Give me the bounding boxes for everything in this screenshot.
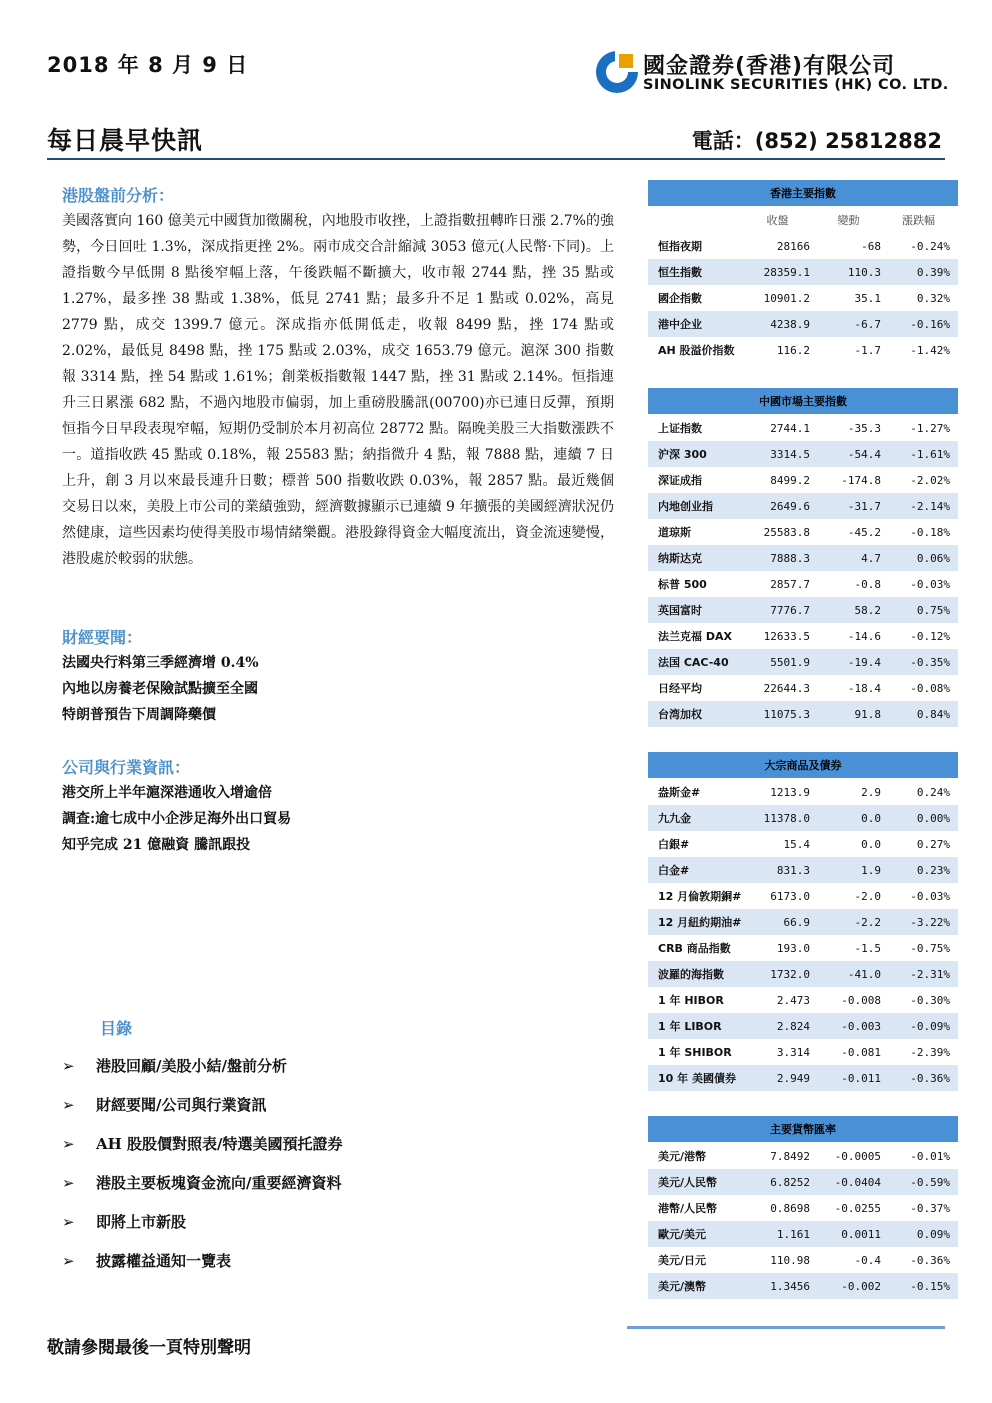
- logo-english-name: SINOLINK SECURITIES (HK) CO. LTD.: [643, 77, 949, 93]
- pct-change-value: 0.27%: [916, 837, 950, 851]
- company-section-title: 公司與行業資訊：: [62, 758, 191, 777]
- arrow-bullet-icon: ➢: [62, 1252, 75, 1270]
- finance-headline[interactable]: 內地以房養老保險試點擴至全國: [62, 681, 258, 697]
- change-value: -0.0005: [834, 1149, 881, 1163]
- change-value: -0.0404: [816, 1169, 887, 1195]
- commodities-bonds-table: [648, 752, 958, 1091]
- company-headline[interactable]: 調查:逾七成中小企涉足海外出口貿易: [62, 811, 292, 827]
- close-value: 2649.6: [745, 493, 816, 519]
- close-value: 110.98: [770, 1253, 810, 1267]
- toc-item[interactable]: [62, 1133, 343, 1154]
- row-label: 法国 CAC-40: [648, 649, 745, 675]
- row-label: 國企指數: [658, 292, 702, 305]
- close-value: 25583.8: [763, 525, 810, 539]
- row-label: 白銀#: [658, 838, 690, 851]
- analysis-paragraph: 美國落實向 160 億美元中國貨加徵關稅，內地股市收挫，上證指數扭轉昨日漲 2.7%的強勢，今日回吐 1.3%，深成指更挫 2%。兩市成交合計縮減 3053 億元(人民幣·下同)。上證指數今早低開 8 點後窄幅上落，午後跌幅不斷擴大，收市報 2744 點，挫 35 點或 1.27%，最多挫 38 點或 1.38%，低見 2741 點；最多升不足 1 點或 0.02%，高見 2779 點，成交 1399.7 億元。深成指亦低開低走，收報 8499 點，挫 174 點或 2.02%，最低見 8498 點，挫 175 點或 2.03%，成交 1653.79 億元。滬深 300 指數報 3314 點，挫 54 點或 1.61%；創業板指數報 1447 點，挫 31 點或 2.14%。恒指連升三日累漲 682 點，不過內地股市偏弱，加上重磅股騰訊(00700)亦已連日反彈，預期恒指今日早段表現窄幅，短期仍受制於本月初高位 28772 點。隔晚美股三大指數漲跌不一。道指收跌 45 點或 0.18%，報 25583 點；納指微升 4 點，報 7888 點，連續 7 日上升，創 3 月以來最長連升日數；標普 500 指數收跌 0.03%，報 2857 點。最近幾個交易日以來，美股上市公司的業績強勁，經濟數據顯示已連續 9 年擴張的美國經濟狀況仍然健康，這些因素均使得美股市場情緒樂觀。港股錄得資金大幅度流出，資金流速變慢，港股處於較弱的狀態。: [62, 213, 614, 567]
- row-label: 12 月倫敦期銅#: [658, 890, 742, 903]
- close-value: 8499.2: [770, 473, 810, 487]
- row-label: 内地创业指: [648, 493, 745, 519]
- change-value: -54.4: [816, 441, 887, 467]
- logo-chinese-name: 國金證券(香港)有限公司: [643, 54, 896, 79]
- row-label: 日经平均: [658, 682, 702, 695]
- change-value: -0.8: [854, 577, 881, 591]
- table-row: [648, 701, 958, 727]
- table-row: [648, 545, 958, 571]
- row-label: 白金#: [648, 857, 745, 883]
- pct-change-value: -2.14%: [887, 493, 958, 519]
- table-row: [648, 259, 958, 285]
- row-label: 道琼斯: [658, 526, 691, 539]
- table-row: [648, 467, 958, 493]
- row-label: 歐元/美元: [648, 1221, 745, 1247]
- pct-change-value: -0.16%: [887, 311, 958, 337]
- pct-change-value: -1.61%: [887, 441, 958, 467]
- pct-change-value: -0.35%: [887, 649, 958, 675]
- pct-change-value: -0.09%: [887, 1013, 958, 1039]
- table-row: [648, 597, 958, 623]
- analysis-section-title: 港股盤前分析：: [62, 186, 175, 205]
- pct-change-value: -0.12%: [910, 629, 950, 643]
- row-label: AH 股溢价指数: [658, 344, 735, 357]
- arrow-bullet-icon: ➢: [62, 1057, 75, 1075]
- pct-change-value: -0.15%: [887, 1273, 958, 1299]
- company-headline[interactable]: 港交所上半年滬深港通收入增逾倍: [62, 785, 272, 801]
- change-value: -68: [861, 239, 881, 253]
- table-row: [648, 779, 958, 806]
- row-label: 盎斯金#: [658, 786, 701, 799]
- row-label: 法兰克福 DAX: [658, 630, 732, 643]
- pct-change-value: 0.84%: [887, 701, 958, 727]
- close-value: 3.314: [776, 1045, 810, 1059]
- row-label: 美元/人民幣: [648, 1169, 745, 1195]
- change-value: -35.3: [847, 421, 881, 435]
- change-value: -19.4: [816, 649, 887, 675]
- toc-item-label: 港股回顧/美股小結/盤前分析: [96, 1057, 287, 1075]
- pct-change-value: -0.03%: [910, 577, 950, 591]
- toc-item[interactable]: [62, 1172, 341, 1193]
- table-row: [648, 1247, 958, 1273]
- pct-change-value: -0.01%: [910, 1149, 950, 1163]
- footer-divider: [627, 1326, 945, 1329]
- row-label: 台湾加权: [648, 701, 745, 727]
- arrow-bullet-icon: ➢: [62, 1174, 75, 1192]
- pct-change-value: -0.08%: [910, 681, 950, 695]
- change-value: -2.0: [854, 889, 881, 903]
- close-value: 6173.0: [770, 889, 810, 903]
- table-row: [648, 623, 958, 649]
- close-value: 1.3456: [745, 1273, 816, 1299]
- change-value: -0.4: [854, 1253, 881, 1267]
- finance-headline[interactable]: 法國央行料第三季經濟增 0.4%: [62, 655, 259, 671]
- close-value: 28166: [776, 239, 810, 253]
- close-value: 22644.3: [763, 681, 810, 695]
- change-value: -6.7: [816, 311, 887, 337]
- table-row: [648, 649, 958, 675]
- close-value: 3314.5: [745, 441, 816, 467]
- row-label: 波羅的海指數: [648, 961, 745, 987]
- logo-mark-icon: [595, 50, 639, 94]
- change-value: 4.7: [816, 545, 887, 571]
- close-value: 11378.0: [745, 805, 816, 831]
- table-row: [648, 233, 958, 259]
- finance-headline[interactable]: 特朗普預告下周調降藥價: [62, 707, 216, 723]
- close-value: 116.2: [776, 343, 810, 357]
- arrow-bullet-icon: ➢: [62, 1096, 75, 1114]
- pct-change-value: -2.02%: [910, 473, 950, 487]
- table-title: 主要貨幣匯率: [648, 1116, 958, 1143]
- change-value: -41.0: [816, 961, 887, 987]
- close-value: 193.0: [776, 941, 810, 955]
- close-value: 2.473: [776, 993, 810, 1007]
- change-value: -0.081: [841, 1045, 881, 1059]
- pct-change-value: 0.39%: [887, 259, 958, 285]
- row-label: 深证成指: [658, 474, 702, 487]
- china-global-index-table: [648, 388, 958, 727]
- toc-item-label: 披露權益通知一覽表: [96, 1252, 232, 1270]
- close-value: 7.8492: [770, 1149, 810, 1163]
- pct-change-value: -0.24%: [910, 239, 950, 253]
- pct-change-value: -0.37%: [910, 1201, 950, 1215]
- table-row: [648, 493, 958, 519]
- pct-change-value: 0.06%: [887, 545, 958, 571]
- pct-change-value: 0.00%: [887, 805, 958, 831]
- row-label: 上证指数: [658, 422, 702, 435]
- table-title: 香港主要指數: [648, 180, 958, 207]
- change-value: 110.3: [816, 259, 887, 285]
- finance-section-title: 財經要聞：: [62, 628, 143, 647]
- change-value: 35.1: [854, 291, 881, 305]
- change-value: 0.0: [861, 837, 881, 851]
- table-row: [648, 1273, 958, 1299]
- pct-change-value: -1.42%: [910, 343, 950, 357]
- row-label: 1 年 HIBOR: [658, 994, 724, 1007]
- table-row: [648, 857, 958, 883]
- table-row: [648, 571, 958, 597]
- row-label: CRB 商品指數: [658, 942, 731, 955]
- table-row: [648, 441, 958, 467]
- table-row: [648, 909, 958, 935]
- close-value: 66.9: [745, 909, 816, 935]
- toc-item-label: 港股主要板塊資金流向/重要經濟資料: [96, 1174, 342, 1192]
- row-label: 港幣/人民幣: [658, 1202, 718, 1215]
- row-label: 恒指夜期: [658, 240, 702, 253]
- close-value: 11075.3: [745, 701, 816, 727]
- change-value: -2.2: [816, 909, 887, 935]
- pct-change-value: -0.59%: [887, 1169, 958, 1195]
- pct-change-value: 0.09%: [887, 1221, 958, 1247]
- toc-item-label: 即將上市新股: [96, 1213, 187, 1231]
- change-value: 0.0011: [816, 1221, 887, 1247]
- pct-change-value: 0.75%: [887, 597, 958, 623]
- table-row: [648, 987, 958, 1013]
- close-value: 5501.9: [745, 649, 816, 675]
- company-logo: [595, 50, 955, 96]
- row-label: 英国富时: [648, 597, 745, 623]
- fx-rates-table: [648, 1116, 958, 1299]
- close-value: 2744.1: [770, 421, 810, 435]
- close-value: 28359.1: [745, 259, 816, 285]
- change-value: -18.4: [847, 681, 881, 695]
- change-value: -174.8: [841, 473, 881, 487]
- change-value: 0.0: [816, 805, 887, 831]
- row-label: 港中企业: [648, 311, 745, 337]
- table-row: [648, 337, 958, 363]
- change-value: -45.2: [847, 525, 881, 539]
- company-headline[interactable]: 知乎完成 21 億融資 騰訊跟投: [62, 837, 251, 853]
- change-value: 91.8: [816, 701, 887, 727]
- table-row: [648, 1143, 958, 1170]
- column-header-close: 收盤: [766, 214, 789, 227]
- table-title: 中國市場主要指數: [648, 388, 958, 415]
- change-value: -0.0255: [834, 1201, 881, 1215]
- table-row: [648, 935, 958, 961]
- table-row: [648, 311, 958, 337]
- table-row: [648, 961, 958, 987]
- close-value: 2.824: [745, 1013, 816, 1039]
- report-date: 2018 年 8 月 9 日: [47, 53, 249, 77]
- pct-change-value: -2.39%: [910, 1045, 950, 1059]
- change-value: -0.008: [841, 993, 881, 1007]
- document-title: 每日晨早快訊: [47, 126, 204, 155]
- pct-change-value: -0.36%: [910, 1253, 950, 1267]
- row-label: 纳斯达克: [648, 545, 745, 571]
- arrow-bullet-icon: ➢: [62, 1213, 75, 1231]
- pct-change-value: -0.75%: [910, 941, 950, 955]
- header-divider: [47, 158, 945, 160]
- pct-change-value: 0.24%: [916, 785, 950, 799]
- phone-number: 電話：(852) 25812882: [691, 129, 942, 153]
- row-label: 美元/港幣: [658, 1150, 707, 1163]
- close-value: 6.8252: [745, 1169, 816, 1195]
- table-header-cell: [648, 207, 745, 234]
- close-value: 2857.7: [770, 577, 810, 591]
- change-value: -1.7: [854, 343, 881, 357]
- close-value: 7776.7: [745, 597, 816, 623]
- change-value: 1.9: [816, 857, 887, 883]
- row-label: 1 年 LIBOR: [648, 1013, 745, 1039]
- toc-item[interactable]: [62, 1094, 266, 1115]
- row-label: 美元/日元: [658, 1254, 707, 1267]
- pct-change-value: 0.32%: [916, 291, 950, 305]
- change-value: 2.9: [861, 785, 881, 799]
- change-value: 58.2: [816, 597, 887, 623]
- table-row: [648, 1195, 958, 1221]
- table-row: [648, 415, 958, 442]
- change-value: -14.6: [847, 629, 881, 643]
- close-value: 15.4: [783, 837, 810, 851]
- close-value: 4238.9: [745, 311, 816, 337]
- change-value: -0.003: [816, 1013, 887, 1039]
- table-row: [648, 831, 958, 857]
- row-label: 恒生指數: [648, 259, 745, 285]
- toc-title: 目錄: [100, 1019, 133, 1038]
- toc-item[interactable]: [62, 1250, 231, 1271]
- pct-change-value: -1.27%: [910, 421, 950, 435]
- table-row: [648, 1065, 958, 1091]
- toc-item[interactable]: [62, 1211, 186, 1232]
- hk-index-table: [648, 180, 958, 363]
- column-header-change: 變動: [837, 214, 860, 227]
- toc-item-label: AH 股股價對照表/特選美國預托證券: [96, 1135, 343, 1153]
- table-row: [648, 285, 958, 311]
- row-label: 10 年 美國債券: [648, 1065, 745, 1091]
- table-row: [648, 1013, 958, 1039]
- close-value: 10901.2: [763, 291, 810, 305]
- pct-change-value: -0.03%: [910, 889, 950, 903]
- row-label: 12 月紐約期油#: [648, 909, 745, 935]
- change-value: -0.002: [816, 1273, 887, 1299]
- table-row: [648, 519, 958, 545]
- close-value: 831.3: [745, 857, 816, 883]
- table-title: 大宗商品及債券: [648, 752, 958, 779]
- close-value: 1.161: [745, 1221, 816, 1247]
- table-row: [648, 883, 958, 909]
- toc-item-label: 財經要聞/公司與行業資訊: [96, 1096, 267, 1114]
- table-row: [648, 1039, 958, 1065]
- row-label: 九九金: [648, 805, 745, 831]
- close-value: 7888.3: [745, 545, 816, 571]
- disclaimer-note: 敬請參閱最後一頁特別聲明: [47, 1338, 251, 1358]
- table-row: [648, 805, 958, 831]
- row-label: 标普 500: [658, 578, 707, 591]
- close-value: 2.949: [745, 1065, 816, 1091]
- pct-change-value: -0.18%: [910, 525, 950, 539]
- toc-item[interactable]: [62, 1055, 287, 1076]
- close-value: 1732.0: [745, 961, 816, 987]
- change-value: -0.011: [816, 1065, 887, 1091]
- change-value: -1.5: [854, 941, 881, 955]
- close-value: 12633.5: [763, 629, 810, 643]
- change-value: -31.7: [816, 493, 887, 519]
- pct-change-value: 0.23%: [887, 857, 958, 883]
- table-row: [648, 1221, 958, 1247]
- row-label: 美元/澳幣: [648, 1273, 745, 1299]
- pct-change-value: -2.31%: [887, 961, 958, 987]
- pct-change-value: -3.22%: [887, 909, 958, 935]
- row-label: 1 年 SHIBOR: [658, 1046, 732, 1059]
- column-header-pct: 漲跌幅: [902, 214, 935, 227]
- pct-change-value: -0.36%: [887, 1065, 958, 1091]
- pct-change-value: -0.30%: [910, 993, 950, 1007]
- close-value: 1213.9: [770, 785, 810, 799]
- row-label: 沪深 300: [648, 441, 745, 467]
- arrow-bullet-icon: ➢: [62, 1135, 75, 1153]
- table-row: [648, 1169, 958, 1195]
- close-value: 0.8698: [770, 1201, 810, 1215]
- table-row: [648, 675, 958, 701]
